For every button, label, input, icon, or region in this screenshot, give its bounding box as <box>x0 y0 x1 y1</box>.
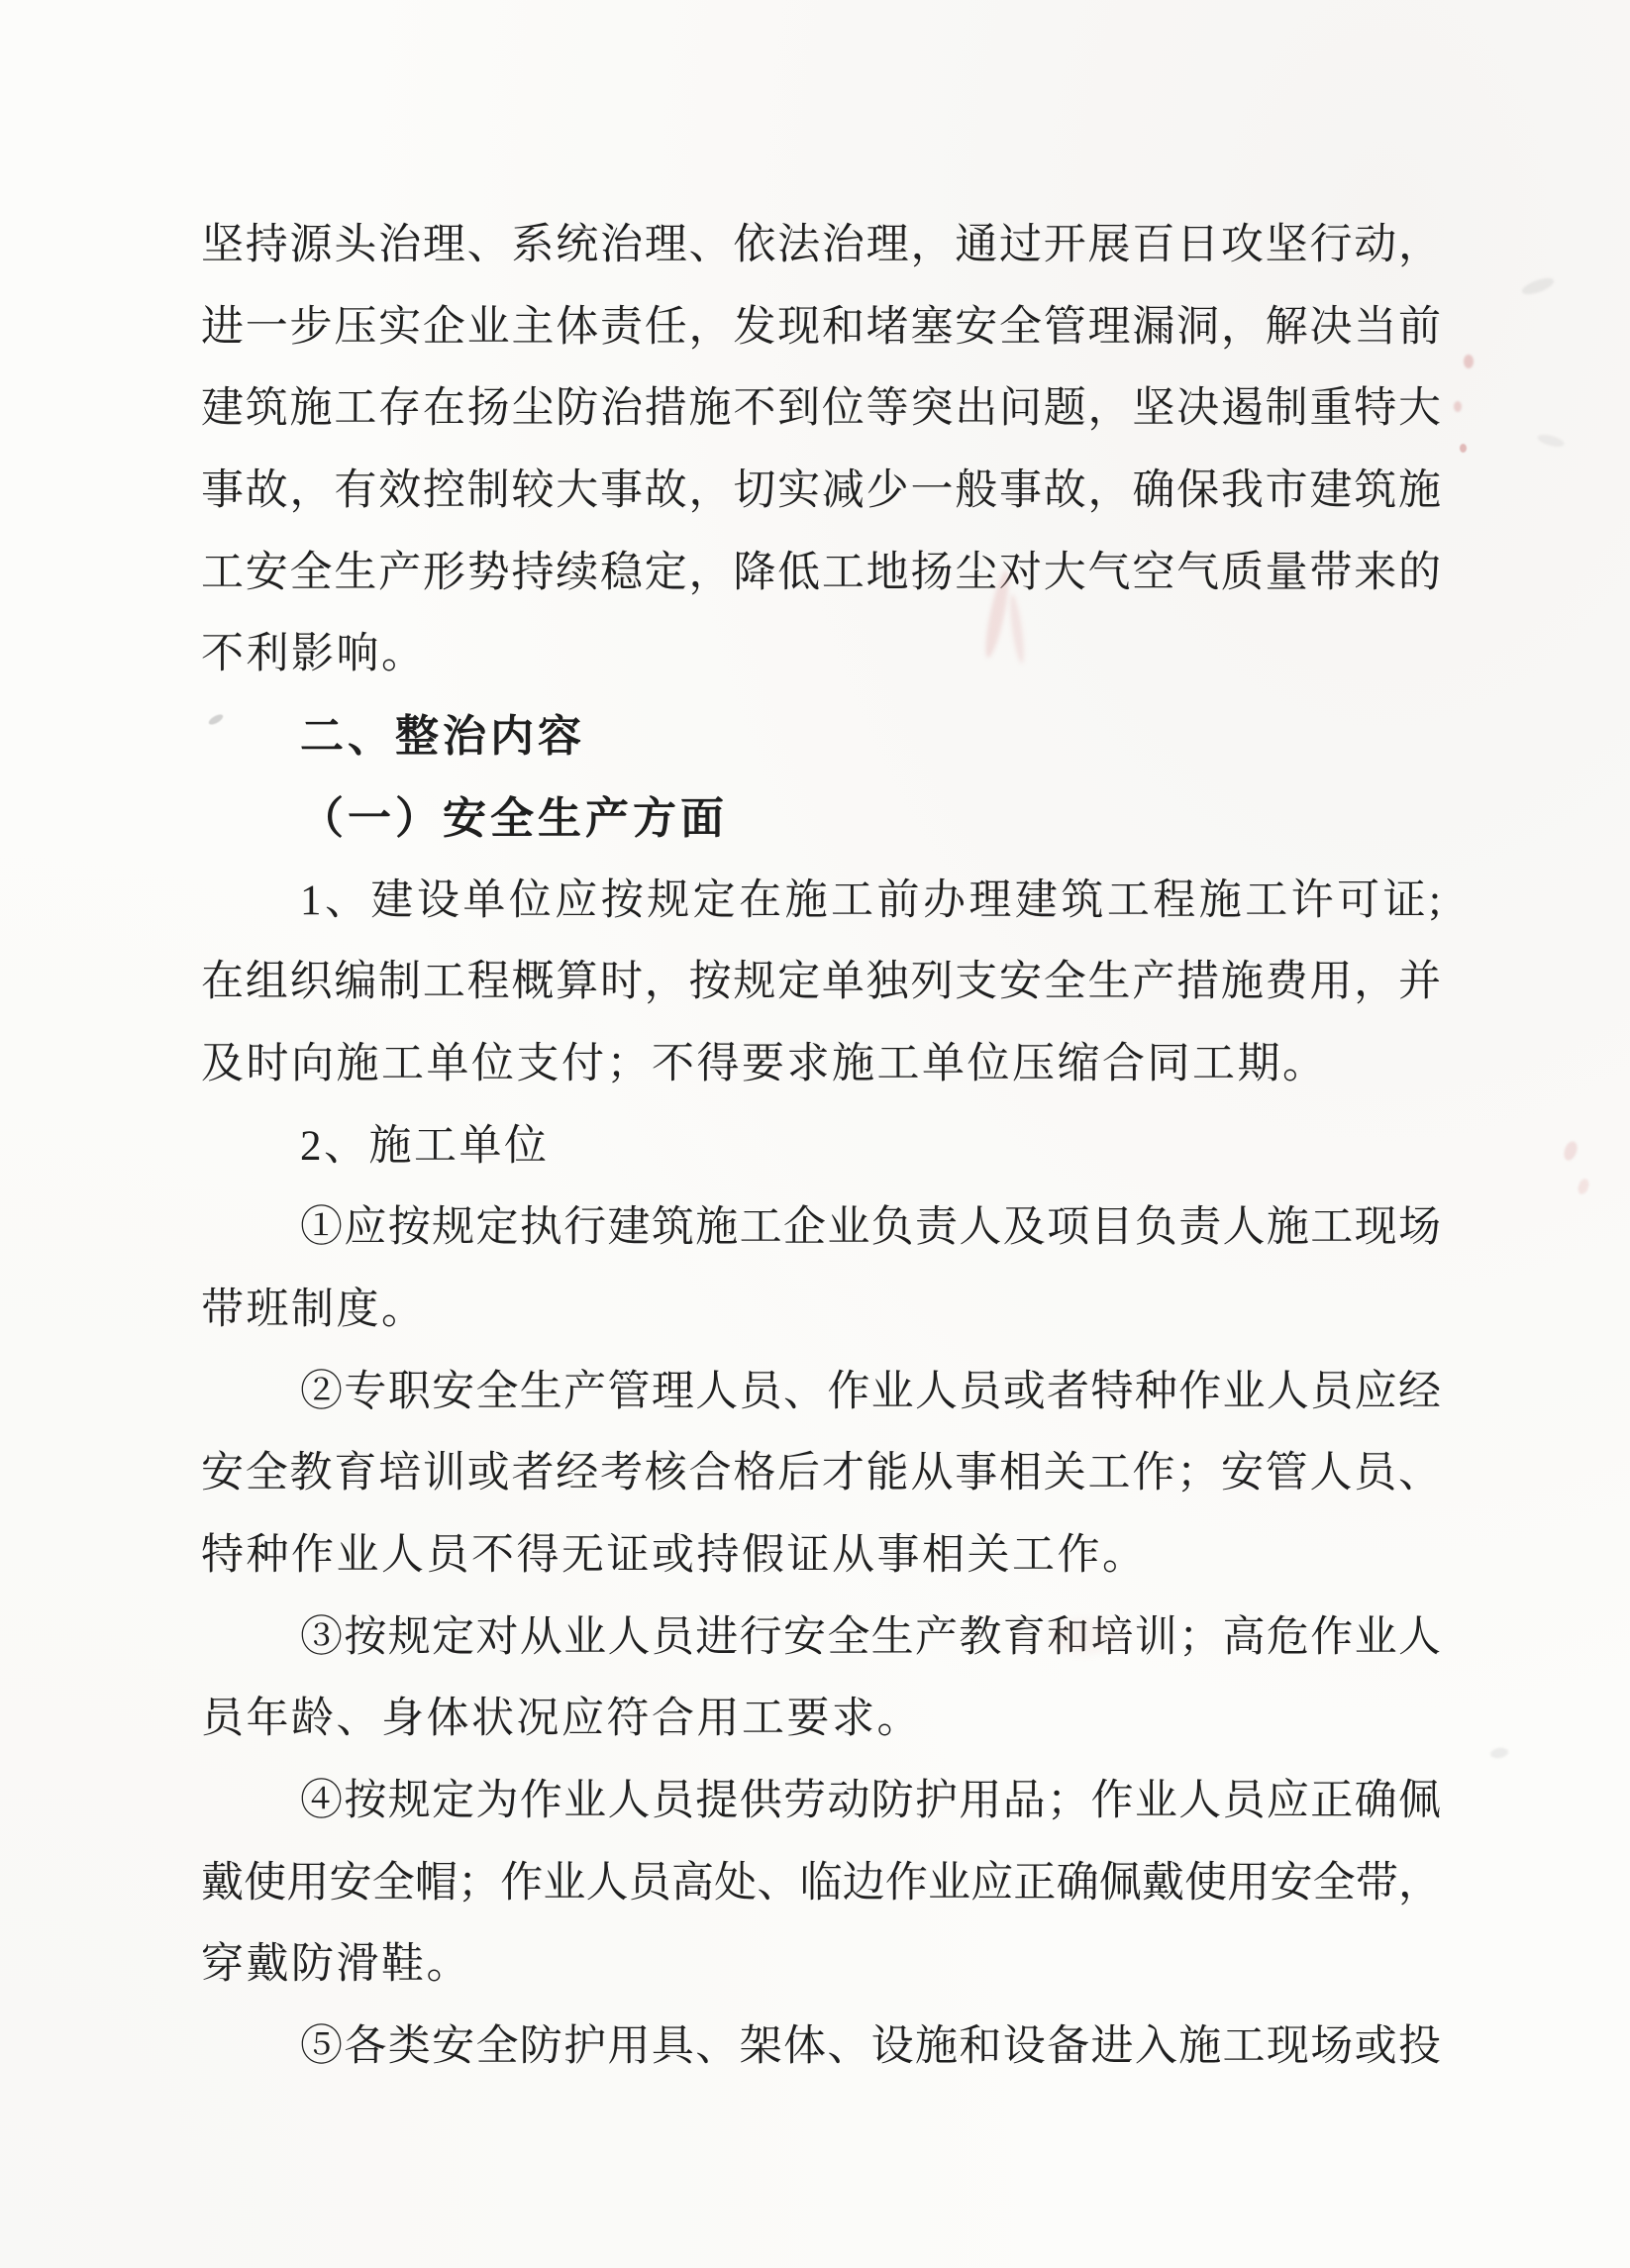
ink-bleed-mark <box>1460 444 1467 453</box>
text-line: 事故，有效控制较大事故，切实减少一般事故，确保我市建筑施 <box>201 467 1441 515</box>
text-line: 不利影响。 <box>201 631 427 678</box>
section-heading: 二、整治内容 <box>300 712 585 762</box>
text-line: 工安全生产形势持续稳定，降低工地扬尘对大气空气质量带来的 <box>201 549 1441 596</box>
scan-smudge <box>1489 1747 1508 1760</box>
circled-item-3: ③按规定对从业人员进行安全生产教育和培训；高危作业人 <box>300 1613 1441 1661</box>
text-line: 及时向施工单位支付；不得要求施工单位压缩合同工期。 <box>201 1040 1328 1087</box>
text-line: 安全教育培训或者经考核合格后才能从事相关工作；安管人员、 <box>201 1450 1441 1497</box>
text-line: 带班制度。 <box>201 1286 427 1333</box>
scan-smudge <box>1520 275 1556 298</box>
circled-item-1: ①应按规定执行建筑施工企业负责人及项目负责人施工现场 <box>300 1204 1441 1252</box>
document-text-block <box>201 205 1441 2089</box>
text-line: 坚持源头治理、系统治理、依法治理，通过开展百日攻坚行动， <box>201 222 1441 268</box>
ink-bleed-mark <box>1454 401 1462 412</box>
text-line: 戴使用安全帽；作业人员高处、临边作业应正确佩戴使用安全带， <box>201 1859 1441 1907</box>
subsection-heading: （一）安全生产方面 <box>300 793 728 843</box>
scan-smudge <box>1536 433 1566 450</box>
text-line: 在组织编制工程概算时，按规定单独列支安全生产措施费用，并 <box>201 959 1441 1006</box>
text-line: 进一步压实企业主体责任，发现和堵塞安全管理漏洞，解决当前 <box>201 303 1441 351</box>
text-line: 员年龄、身体状况应符合用工要求。 <box>201 1696 922 1743</box>
numbered-item-2: 2、施工单位 <box>300 1122 550 1170</box>
ink-bleed-mark <box>1577 1178 1591 1195</box>
text-line: 穿戴防滑鞋。 <box>201 1941 471 1989</box>
circled-item-5: ⑤各类安全防护用具、架体、设施和设备进入施工现场或投 <box>300 2023 1441 2071</box>
circled-item-4: ④按规定为作业人员提供劳动防护用品；作业人员应正确佩 <box>300 1778 1441 1825</box>
ink-bleed-mark <box>1562 1140 1579 1163</box>
text-line: 特种作业人员不得无证或持假证从事相关工作。 <box>201 1532 1148 1579</box>
ink-bleed-mark <box>1464 355 1474 368</box>
circled-item-2: ②专职安全生产管理人员、作业人员或者特种作业人员应经 <box>300 1368 1441 1415</box>
text-line: 建筑施工存在扬尘防治措施不到位等突出问题，坚决遏制重特大 <box>201 385 1441 433</box>
numbered-item-1: 1、建设单位应按规定在施工前办理建筑工程施工许可证; <box>300 876 1441 924</box>
